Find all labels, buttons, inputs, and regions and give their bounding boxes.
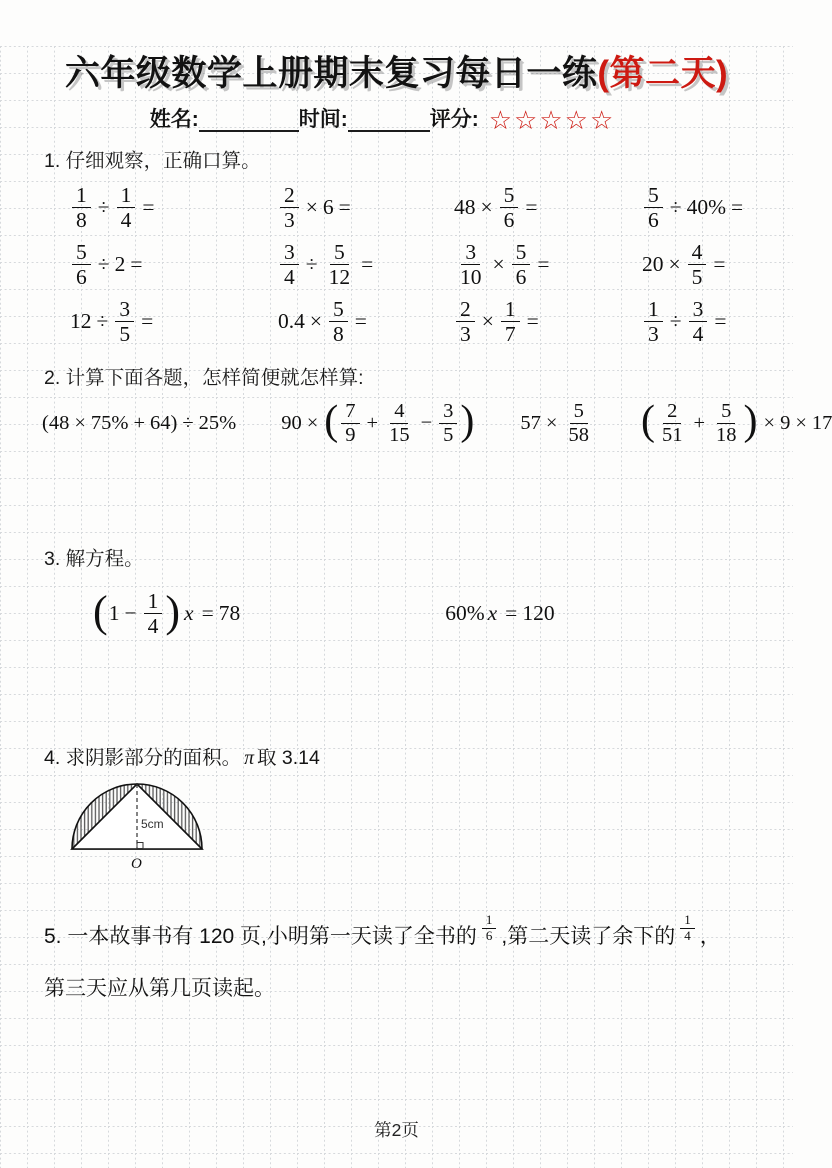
q1-expression-4: $\frac{5}{6}$ ÷ 40% = <box>642 179 763 236</box>
q4-label-suffix: 取 3.14 <box>256 747 320 770</box>
q3-equation-1: ( 1 − $\frac{1}{4}$ ) x = 78 <box>93 586 241 638</box>
worksheet-page <box>0 46 832 1168</box>
q2-expression-2: 90 × ( $\frac{7}{9}$ + $\frac{4}{15}$ − $\frac{3}{5}$ ) <box>281 398 475 446</box>
work-space-q3 <box>30 638 763 730</box>
q1-expression-11: $\frac{2}{3}$ × $\frac{1}{7}$ = <box>454 293 642 350</box>
q2-label: 2. 计算下面各题，怎样简便就怎样算: <box>44 367 364 389</box>
name-label: 姓名: <box>149 108 199 131</box>
q4-label <box>44 742 763 770</box>
page-number: 第2页 <box>374 1120 419 1140</box>
header-meta-row <box>16 103 749 133</box>
q1-expression-8: 20 × $\frac{4}{5}$ = <box>642 239 726 289</box>
q1-expression-5: $\frac{5}{6}$ ÷ 2 = <box>70 236 278 293</box>
q1-expression-10: 0.4 × $\frac{5}{8}$ = <box>278 296 367 346</box>
q3-equation-2: 60% x = 120 <box>445 600 555 625</box>
q5-word-problem <box>44 912 763 1002</box>
height-label: 5cm <box>141 817 164 832</box>
q1-label: 1. 仔细观察，正确口算。 <box>44 150 261 172</box>
time-blank-line <box>348 130 430 132</box>
rating-stars: ☆☆☆☆☆ <box>488 105 616 135</box>
title-day-text: (第二天) <box>597 54 729 93</box>
q1-oral-calc-grid <box>70 179 763 350</box>
shaded-area-figure <box>62 776 242 874</box>
time-label: 时间: <box>298 108 348 131</box>
q3-label: 3. 解方程。 <box>44 547 144 570</box>
q2-expression-4: ( $\frac{2}{51}$ + $\frac{5}{18}$ ) × 9 × 17 <box>640 398 832 446</box>
q2-expression-1: (48 × 75% + 64) ÷ 25% <box>42 411 237 434</box>
q3-equations-row <box>92 586 763 638</box>
q2-expression-3: 57 × $\frac{5}{58}$ <box>520 400 589 446</box>
q1-expression-12: $\frac{1}{3}$ ÷ $\frac{3}{4}$ = <box>642 293 763 350</box>
page-title <box>30 46 763 96</box>
q1-expression-6: $\frac{3}{4}$ ÷ $\frac{5}{12}$ = <box>278 236 454 293</box>
q1-expression-9: 12 ÷ $\frac{3}{5}$ = <box>70 296 154 346</box>
q1-expression-1: $\frac{1}{8}$ ÷ $\frac{1}{4}$ = <box>70 179 278 236</box>
q1-expression-7: $\frac{3}{10}$ × $\frac{5}{6}$ = <box>460 239 550 289</box>
score-label: 评分: <box>429 108 479 131</box>
title-main-text: 六年级数学上册期末复习每日一练 <box>64 54 598 93</box>
work-space-q2 <box>30 447 763 531</box>
q1-expression-3: 48 × $\frac{5}{6}$ = <box>454 182 538 232</box>
center-label: O <box>131 856 142 873</box>
pi-symbol: π <box>244 748 254 770</box>
q4-label-text: 4. 求阴影部分的面积。 <box>44 747 242 770</box>
q1-expression-2: $\frac{2}{3}$ × 6 = <box>278 179 454 236</box>
q2-expressions-row <box>42 398 832 447</box>
q5-text-line1: 5. 一本故事书有 120 页,小明第一天读了全书的 $\frac{1}{6}$ ,第二天读了余下的 $\frac{1}{4}$ ， <box>44 912 721 949</box>
q5-text-line2: 第三天应从第几页读起。 <box>44 977 275 1001</box>
name-blank-line <box>199 130 299 132</box>
